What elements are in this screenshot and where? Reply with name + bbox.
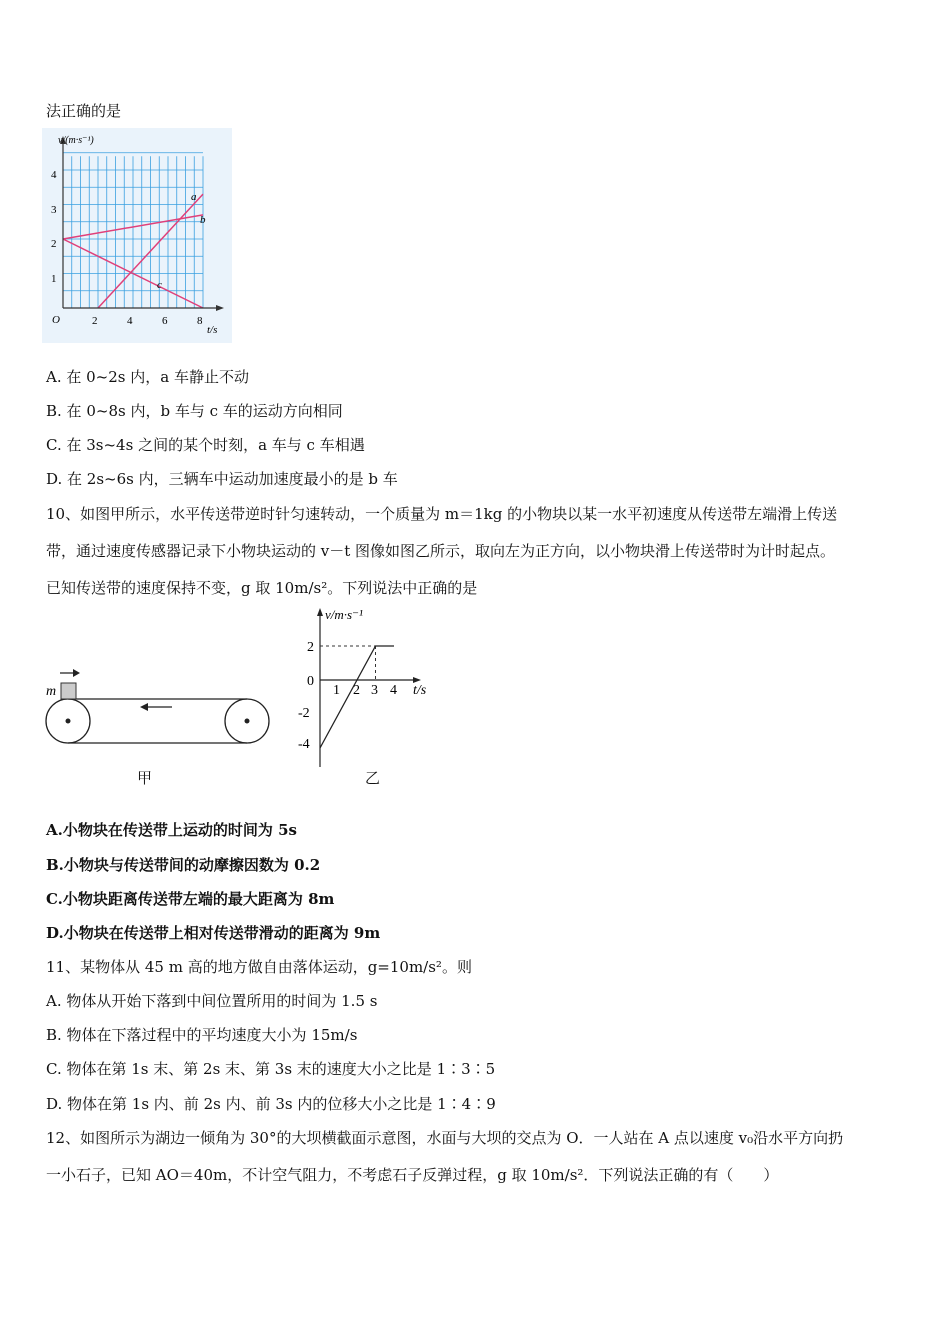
x-axis-label: t/s bbox=[413, 683, 427, 698]
origin-label: 0 bbox=[307, 674, 314, 689]
q9-option-b: B. 在 0~8s 内，b 车与 c 车的运动方向相同 bbox=[46, 402, 343, 420]
x-tick-2: 2 bbox=[353, 683, 360, 698]
q9-option-d: D. 在 2s~6s 内，三辆车中运动加速度最小的是 b 车 bbox=[46, 470, 398, 488]
x-tick-2: 2 bbox=[92, 315, 98, 327]
q11-option-d: D. 物体在第 1s 内、前 2s 内、前 3s 内的位移大小之比是 1∶4∶9 bbox=[46, 1095, 496, 1113]
q10-stem-line1: 10、如图甲所示，水平传送带逆时针匀速转动，一个质量为 m＝1kg 的小物块以某一水平初速度从传送带左端滑上传送 bbox=[46, 505, 838, 523]
conveyor-belt-diagram bbox=[40, 665, 280, 755]
y-tick-3: 3 bbox=[51, 204, 57, 216]
q11-option-a: A. 物体从开始下落到中间位置所用的时间为 1.5 s bbox=[46, 992, 378, 1010]
q12-stem-line2: 一小石子，已知 AO＝40m，不计空气阻力，不考虑石子反弹过程，g 取 10m/s²．下列说法正确的有（ ） bbox=[46, 1166, 779, 1184]
x-tick-1: 1 bbox=[333, 683, 340, 698]
figure-caption-jia: 甲 bbox=[137, 769, 153, 787]
q10-option-a: A.小物块在传送带上运动的时间为 5s bbox=[46, 821, 297, 839]
q10-option-c: C.小物块距离传送带左端的最大距离为 8m bbox=[46, 890, 335, 908]
y-axis-label: v/(m·s⁻¹) bbox=[58, 135, 94, 146]
x-tick-4: 4 bbox=[390, 683, 397, 698]
series-label-c: c bbox=[157, 279, 162, 291]
vt-graph-abc bbox=[42, 128, 232, 343]
q11-stem: 11、某物体从 45 m 高的地方做自由落体运动，g=10m/s²。则 bbox=[46, 958, 472, 976]
q10-option-d: D.小物块在传送带上相对传送带滑动的距离为 9m bbox=[46, 924, 381, 942]
vt-graph-block bbox=[295, 605, 445, 770]
x-tick-4: 4 bbox=[127, 315, 133, 327]
q10-stem-line2: 带，通过速度传感器记录下小物块运动的 v－t 图像如图乙所示，取向左为正方向，以小物块滑上传送带时为计时起点。 bbox=[46, 542, 836, 560]
series-label-a: a bbox=[191, 191, 197, 203]
mass-label: m bbox=[46, 684, 57, 699]
y-tick-neg4: -4 bbox=[298, 737, 310, 752]
q10-stem-line3: 已知传送带的速度保持不变，g 取 10m/s²。下列说法中正确的是 bbox=[46, 579, 478, 597]
series-label-b: b bbox=[200, 214, 206, 226]
x-tick-3: 3 bbox=[371, 683, 378, 698]
figure-caption-yi: 乙 bbox=[365, 769, 381, 787]
x-axis-label: t/s bbox=[207, 324, 218, 336]
q11-option-b: B. 物体在下落过程中的平均速度大小为 15m/s bbox=[46, 1026, 358, 1044]
q10-option-b: B.小物块与传送带间的动摩擦因数为 0.2 bbox=[46, 856, 321, 874]
q12-stem-line1: 12、如图所示为湖边一倾角为 30°的大坝横截面示意图，水面与大坝的交点为 O．一人站在 A 点以速度 v₀沿水平方向扔 bbox=[46, 1129, 844, 1147]
intro-line: 法正确的是 bbox=[46, 102, 122, 120]
y-tick-1: 1 bbox=[51, 273, 57, 285]
y-tick-4: 4 bbox=[51, 169, 57, 181]
q11-option-c: C. 物体在第 1s 末、第 2s 末、第 3s 末的速度大小之比是 1∶3∶5 bbox=[46, 1060, 496, 1078]
y-tick-2: 2 bbox=[51, 238, 57, 250]
q9-option-a: A. 在 0~2s 内，a 车静止不动 bbox=[46, 368, 249, 386]
q9-option-c: C. 在 3s~4s 之间的某个时刻，a 车与 c 车相遇 bbox=[46, 436, 365, 454]
y-axis-label: v/m·s⁻¹ bbox=[325, 607, 363, 622]
x-tick-8: 8 bbox=[197, 315, 203, 327]
y-tick-neg2: -2 bbox=[298, 706, 310, 721]
origin-label: O bbox=[52, 314, 60, 326]
block-m bbox=[61, 683, 76, 699]
x-tick-6: 6 bbox=[162, 315, 168, 327]
y-tick-2: 2 bbox=[307, 640, 314, 655]
